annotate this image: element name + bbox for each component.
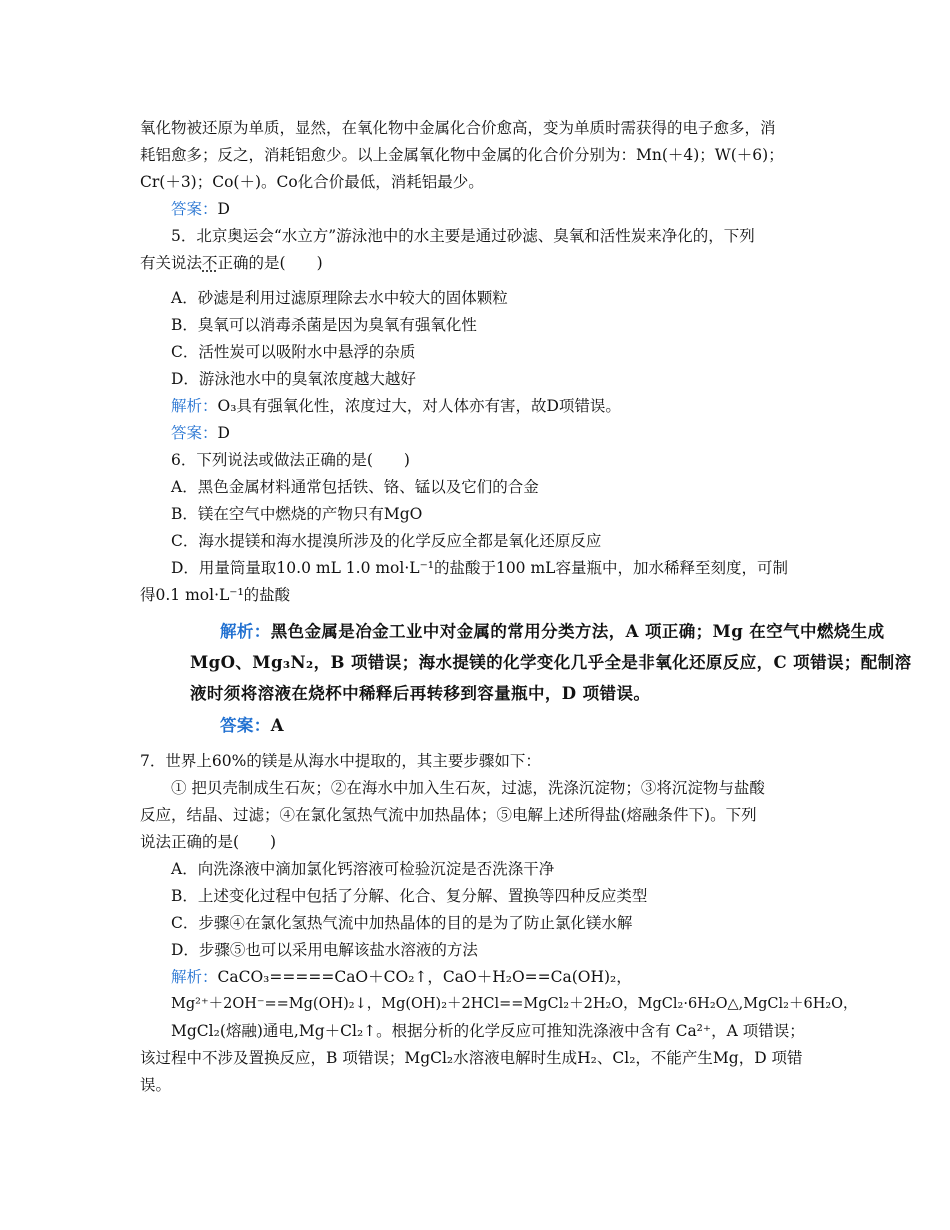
q5-option-a: A．砂滤是利用过滤原理除去水中较大的固体颗粒: [171, 289, 508, 307]
q5-option-b: B．臭氧可以消毒杀菌是因为臭氧有强氧化性: [171, 316, 477, 334]
prev-answer: [171, 199, 230, 219]
q5-option-c: C．活性炭可以吸附水中悬浮的杂质: [171, 343, 416, 361]
analysis-label: 解析：: [171, 968, 218, 986]
q5-emphasis-not: 不: [202, 254, 218, 272]
q7-option-d: D．步骤⑤也可以采用电解该盐水溶液的方法: [171, 941, 478, 959]
answer-label: 答案：: [171, 424, 218, 442]
q6-option-d-line-1: D．用量筒量取10.0 mL 1.0 mol·L⁻¹的盐酸于100 mL容量瓶中，加水稀释至刻度，可制: [171, 559, 788, 577]
q5-stem-line-1: 5．北京奥运会“水立方”游泳池中的水主要是通过砂滤、臭氧和活性炭来净化的，下列: [171, 227, 755, 245]
q7-option-a: A．向洗涤液中滴加氯化钙溶液可检验沉淀是否洗涤干净: [171, 860, 555, 878]
answer-label: 答案：: [220, 716, 271, 735]
q5-stem-line-2: [140, 253, 323, 273]
prev-text-line-1: 氧化物被还原为单质，显然，在氧化物中金属化合价愈高，变为单质时需获得的电子愈多，消: [140, 119, 776, 137]
q7-steps-line-3: 说法正确的是( ): [140, 833, 277, 851]
analysis-equation: CaCO₃=====CaO＋CO₂↑，CaO＋H₂O==Ca(OH)₂，: [217, 968, 632, 986]
q7-analysis-line-3: MgCl₂(熔融)通电,Mg＋Cl₂↑。根据分析的化学反应可推知洗涤液中含有 Ca²⁺，A 项错误；: [171, 1022, 805, 1040]
q7-steps-line-2: 反应，结晶、过滤；④在氯化氢热气流中加热晶体；⑤电解上述所得盐(熔融条件下)。下列: [140, 806, 757, 824]
prev-text-line-2: 耗铝愈多；反之，消耗铝愈少。以上金属氧化物中金属的化合价分别为：Mn(＋4)；W(＋6)；: [140, 146, 784, 164]
q5-stem-part: 有关说法: [140, 254, 203, 272]
q7-option-c: C．步骤④在氯化氢热气流中加热晶体的目的是为了防止氯化镁水解: [171, 914, 633, 932]
q6-analysis-line-3: 液时须将溶液在烧杯中稀释后再转移到容量瓶中，D 项错误。: [190, 684, 651, 703]
q6-option-c: C．海水提镁和海水提溴所涉及的化学反应全都是氧化还原反应: [171, 532, 602, 550]
q6-analysis-line-2: MgO、Mg₃N₂，B 项错误；海水提镁的化学变化几乎全是非氧化还原反应，C 项错误；配制溶: [190, 653, 912, 672]
q5-analysis: [171, 396, 621, 416]
answer-label: 答案：: [171, 200, 218, 218]
analysis-text: 黑色金属是冶金工业中对金属的常用分类方法，A 项正确；Mg 在空气中燃烧生成: [270, 622, 885, 641]
q6-answer: [220, 716, 284, 736]
q7-analysis-line-1: [171, 967, 632, 987]
q6-stem: 6．下列说法或做法正确的是( ): [171, 451, 410, 469]
answer-value: D: [217, 424, 230, 442]
q6-option-d-line-2: 得0.1 mol·L⁻¹的盐酸: [140, 586, 291, 604]
q5-stem-part: 正确的是( ): [217, 254, 323, 272]
prev-text-line-3: Cr(＋3)；Co(＋)。Co化合价最低，消耗铝最少。: [140, 173, 484, 191]
q6-option-b: B．镁在空气中燃烧的产物只有MgO: [171, 505, 423, 523]
q7-analysis-line-4: 该过程中不涉及置换反应，B 项错误；MgCl₂水溶液电解时生成H₂、Cl₂，不能产生Mg，D 项错: [140, 1049, 803, 1067]
analysis-label: 解析：: [171, 397, 218, 415]
q7-steps-line-1: ① 把贝壳制成生石灰；②在海水中加入生石灰，过滤，洗涤沉淀物；③将沉淀物与盐酸: [171, 779, 765, 797]
q5-option-d: D．游泳池水中的臭氧浓度越大越好: [171, 370, 416, 388]
q6-analysis-line-1: [220, 622, 885, 642]
q5-answer: [171, 423, 230, 443]
answer-value: A: [270, 716, 284, 735]
analysis-text: O₃具有强氧化性，浓度过大，对人体亦有害，故D项错误。: [217, 397, 621, 415]
q7-analysis-line-2: Mg²⁺＋2OH⁻==Mg(OH)₂↓，Mg(OH)₂＋2HCl==MgCl₂＋2H₂O，MgCl₂·6H₂O△,MgCl₂＋6H₂O，: [171, 996, 858, 1012]
q7-option-b: B．上述变化过程中包括了分解、化合、复分解、置换等四种反应类型: [171, 887, 648, 905]
q7-stem: 7．世界上60%的镁是从海水中提取的，其主要步骤如下：: [140, 752, 541, 770]
answer-value: D: [217, 200, 230, 218]
analysis-label: 解析：: [220, 622, 271, 641]
q6-option-a: A．黑色金属材料通常包括铁、铬、锰以及它们的合金: [171, 478, 539, 496]
q7-analysis-line-5: 误。: [140, 1076, 172, 1094]
